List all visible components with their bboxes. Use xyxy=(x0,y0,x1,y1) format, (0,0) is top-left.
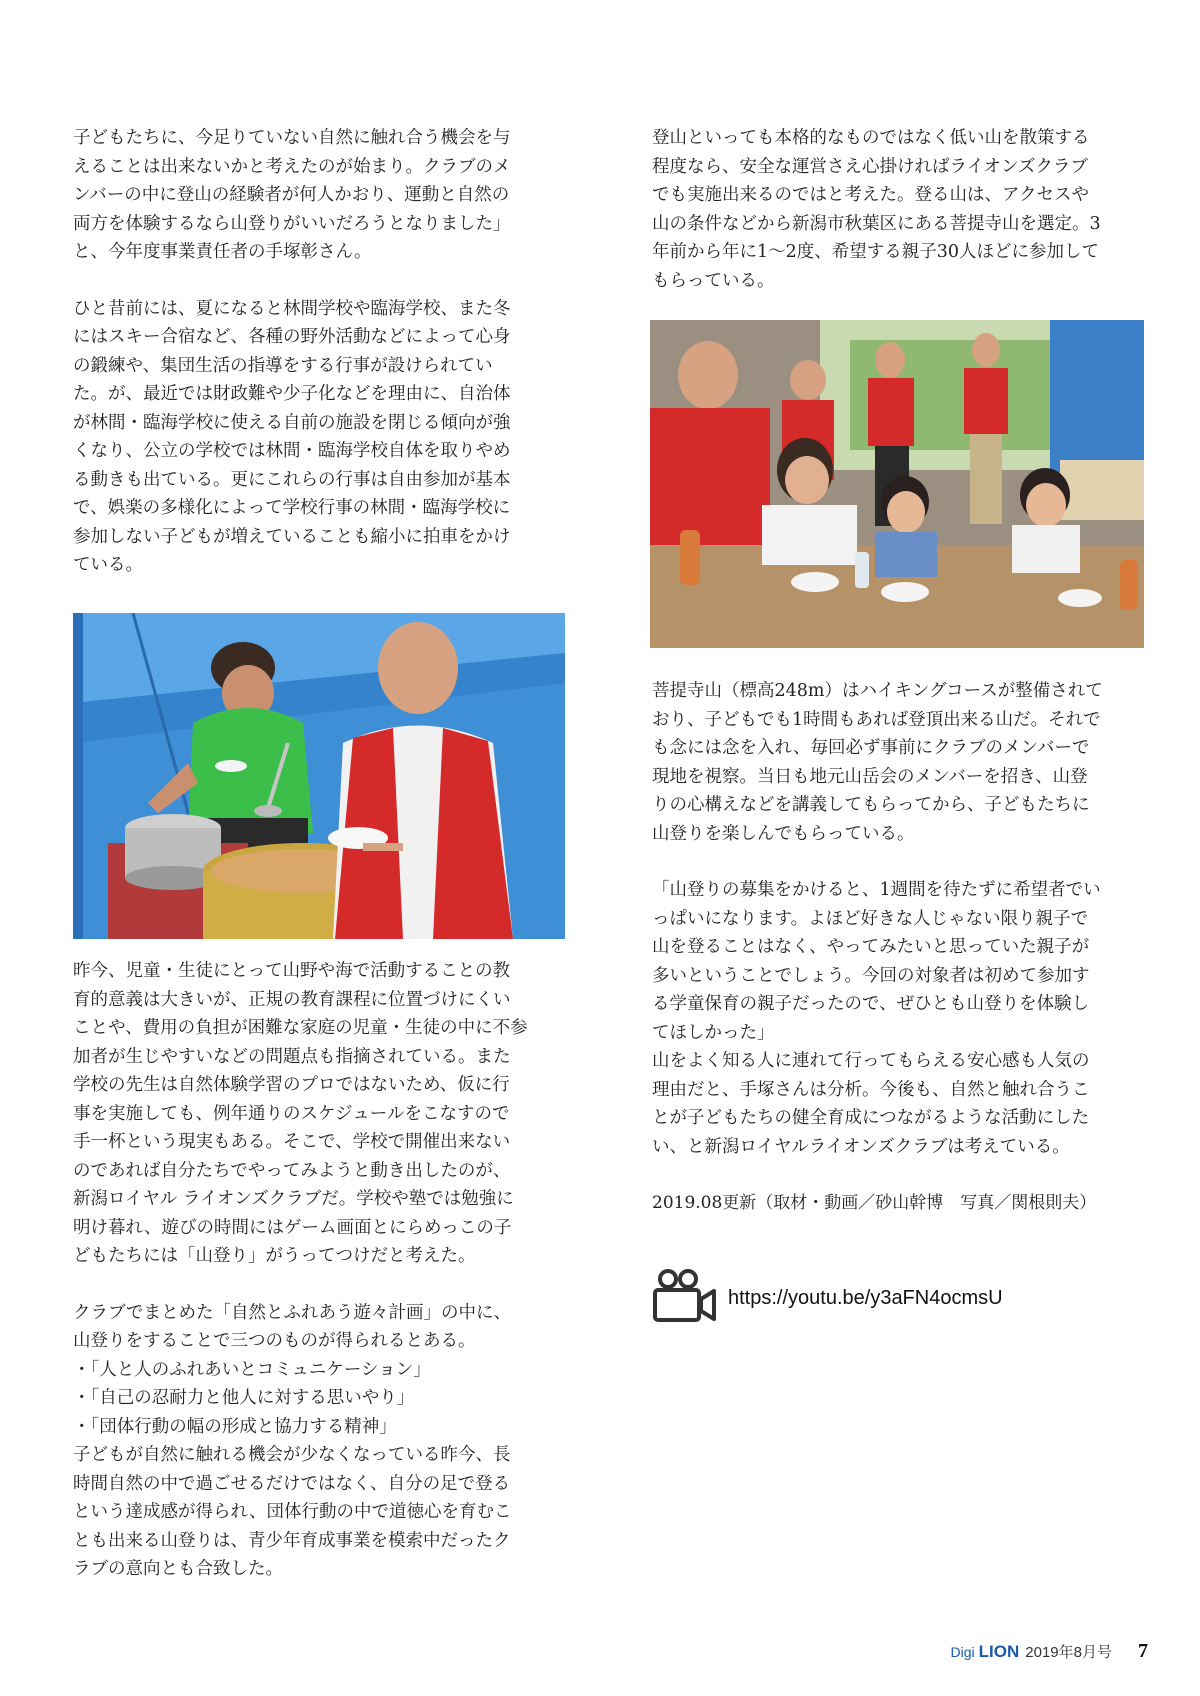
right-column xyxy=(652,124,1147,295)
cooking-scene-illustration xyxy=(73,613,565,939)
photo-families-eating xyxy=(650,320,1144,648)
video-link-row[interactable] xyxy=(652,1268,1003,1328)
page-number: 7 xyxy=(1138,1640,1148,1662)
eating-scene-illustration xyxy=(650,320,1144,648)
paragraph-bodaiji-mountain: 菩提寺山（標高248m）はハイキングコースが整備されて おり、子どもでも1時間もあれば登頂出来る山だ。それで も念には念を入れ、毎回必ず事前にクラブのメンバーで 現地を視察。当日も地元山岳会のメンバーを招き、山登 りの心構えなどを講義してもらってから、子どもたちに 山登りを楽しんでもらっている。 xyxy=(652,681,1103,844)
photo-cooking-soup xyxy=(73,613,565,939)
video-url-link[interactable]: https://youtu.be/y3aFN4ocmsU xyxy=(728,1286,1003,1309)
footer-issue: 2019年8月号 xyxy=(1025,1644,1112,1661)
footer-digi: Digi xyxy=(950,1644,975,1660)
page-footer xyxy=(951,1640,1148,1663)
left-column-lower xyxy=(73,957,568,1584)
right-column-lower xyxy=(652,677,1147,1218)
paragraph-education-issues: 昨今、児童・生徒にとって山野や海で活動することの教 育的意義は大きいが、正規の教育課程に位置づけにくい ことや、費用の負担が困難な家庭の児童・生徒の中に不参 加者が生じやすいなどの問題点も指摘されている。また 学校の先生は自然体験学習のプロではないため、仮に行 事を実施しても、例年通りのスケジュールをこなすので 手一杯という現実もある。そこで、学校で開催出来ない のであれば自分たちでやってみようと動き出したのが、 新潟ロイヤル ライオンズクラブだ。学校や塾では勉強に 明け暮れ、遊びの時間にはゲーム画面とにらめっこの子 どもたちには「山登り」がうってつけだと考えた。 xyxy=(73,961,528,1266)
footer-lion-logo: LION xyxy=(978,1642,1020,1661)
paragraph-intro-quote: 子どもたちに、今足りていない自然に触れ合う機会を与 えることは出来ないかと考えたのが始まり。クラブのメ ンバーの中に登山の経験者が何人かおり、運動と自然の 両方を体験するなら山登りがいいだろうとなりました」 と、今年度事業責任者の手塚彰さん。 xyxy=(73,128,511,262)
video-camera-icon xyxy=(652,1268,718,1328)
paragraph-club-plan: クラブでまとめた「自然とふれあう遊々計画」の中に、 山登りをすることで三つのものが得られるとある。 ・「人と人のふれあいとコミュニケーション」 ・「自己の忍耐力と他人に対する思いやり」 ・「団体行動の幅の形成と協力する精神」 子どもが自然に触れる機会が少なくなっている昨今、長 時間自然の中で過ごせるだけではなく、自分の足で登る という達成感が得られ、団体行動の中で道徳心を育むこ とも出来る山登りは、青少年育成事業を模索中だったク ラブの意向とも合致した。 xyxy=(73,1302,512,1579)
paragraph-participants-quote: 「山登りの募集をかけると、1週間を待たずに希望者でい っぱいになります。よほど好きな人じゃない限り親子で 山を登ることはなく、やってみたいと思っていた親子が 多いということでしょう。今回の対象者は初めて参加す る学童保育の親子だったので、ぜひとも山登りを体験し てほしかった」 山をよく知る人に連れて行ってもらえる安心感も人気の 理由だと、手塚さんは分析。今後も、自然と触れ合うこ とが子どもたちの健全育成につながるような活動にした い、と新潟ロイヤルライオンズクラブは考えている。 xyxy=(652,880,1101,1157)
left-column xyxy=(73,124,568,580)
paragraph-outdoor-school: ひと昔前には、夏になると林間学校や臨海学校、また冬 にはスキー合宿など、各種の野外活動などによって心身 の鍛練や、集団生活の指導をする行事が設けられてい た。が、最近では財政難や少子化などを理由に、自治体 が林間・臨海学校に使える自前の施設を閉じる傾向が強 くなり、公立の学校では林間・臨海学校自体を取りやめ る動きも出ている。更にこれらの行事は自由参加が基本 で、娯楽の多様化によって学校行事の林間・臨海学校に 参加しない子どもが増えていることも縮小に拍車をかけ ている。 xyxy=(73,298,511,575)
paragraph-hiking-plan: 登山といっても本格的なものではなく低い山を散策する 程度なら、安全な運営さえ心掛ければライオンズクラブ でも実施出来るのではと考えた。登る山は、アクセスや 山の条件などから新潟市秋葉区にある菩提寺山を選定。3 年前から年に1～2度、希望する親子30人ほどに参加して もらっている。 xyxy=(652,128,1101,291)
credit-line: 2019.08更新（取材・動画／砂山幹博 写真／関根則夫） xyxy=(652,1193,1097,1213)
